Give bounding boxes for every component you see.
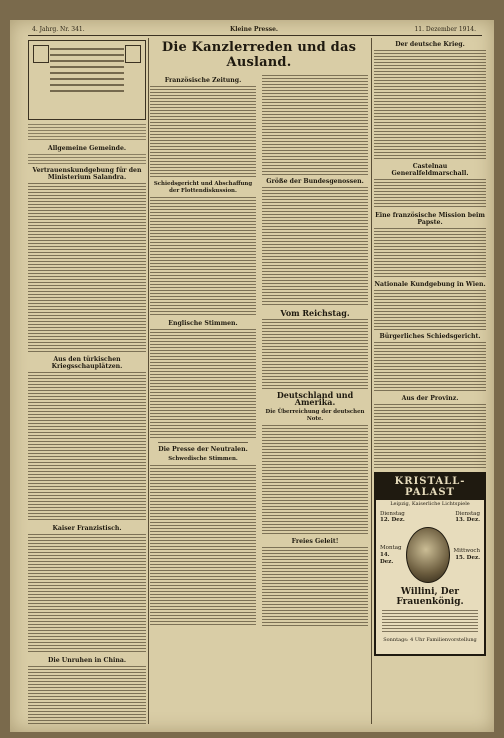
sub-heading: Schiedsgericht und Abschaffung der Flottendiskussion. — [153, 181, 253, 194]
poem-box — [28, 40, 146, 120]
ornament-left — [33, 45, 49, 63]
article-body — [28, 666, 146, 724]
sub-heading: Größe der Bundesgenossen. — [266, 178, 364, 185]
sub-heading: Deutschland und Amerika. — [276, 390, 354, 407]
article-body — [28, 534, 146, 654]
article-body — [374, 228, 486, 278]
article-body — [374, 290, 486, 330]
ad-middle — [376, 523, 484, 587]
text-block — [28, 154, 146, 164]
section-heading: Allgemeine Gemeinde. — [47, 145, 127, 152]
article-heading: Aus der Provinz. — [401, 395, 459, 402]
article-body — [374, 179, 486, 209]
date-value: 12. Dez. — [380, 517, 405, 523]
newspaper-page — [10, 20, 494, 732]
performer-name: Willini, Der Frauenkönig. — [396, 587, 464, 607]
date-day: Dienstag — [455, 511, 480, 517]
column-right — [374, 38, 486, 724]
performer-portrait — [406, 527, 450, 583]
masthead-title: Kleine Presse. — [230, 26, 279, 33]
sub-heading: Schwedische Stimmen. — [168, 456, 238, 462]
sub-heading: Französische Zeitung. — [164, 77, 242, 84]
ornament-right — [125, 45, 141, 63]
header-rule — [28, 35, 482, 36]
ad-subtitle: Leipzig, Kaiserliche Lichtspiele — [390, 501, 470, 507]
article-heading: Eine französische Mission beim Papste. — [375, 212, 485, 226]
article-body — [150, 465, 256, 625]
center-subcol-left — [150, 74, 256, 628]
article-body — [374, 342, 486, 392]
divider — [158, 442, 248, 443]
article-body — [262, 319, 368, 389]
date-value: 15. Dez. — [455, 555, 480, 561]
article-body — [150, 86, 256, 178]
ad-dates-top — [376, 507, 484, 523]
article-heading: Der deutsche Krieg. — [395, 41, 465, 48]
date-day: Mittwoch — [453, 548, 480, 554]
article-body — [374, 404, 486, 468]
article-body — [28, 183, 146, 353]
article-body — [150, 329, 256, 439]
text-block — [28, 124, 146, 142]
article-heading: Die Unruhen in China. — [48, 657, 126, 664]
article-heading: Kaiser Franzistisch. — [52, 525, 122, 532]
article-heading: Castelnau Generalfeldmarschall. — [391, 163, 469, 177]
column-divider — [371, 38, 372, 724]
issue-date: 11. Dezember 1914. — [414, 26, 476, 33]
ad-footer: Sonntags: 4 Uhr Familienvorstellung — [383, 637, 477, 643]
article-body — [28, 372, 146, 522]
article-heading: Aus den türkischen Kriegsschauplätzen. — [51, 356, 123, 370]
article-body — [374, 50, 486, 160]
article-body — [262, 187, 368, 307]
ad-text — [382, 610, 478, 634]
center-subcol-right — [262, 74, 368, 628]
article-body — [262, 547, 368, 627]
column-center — [150, 38, 368, 724]
kristall-palast-ad — [374, 472, 486, 656]
article-heading: Nationale Kundgebung in Wien. — [374, 281, 486, 288]
article-body — [262, 75, 368, 175]
article-heading: Vertrauenskundgebung für den Ministerium Salandra. — [32, 167, 142, 181]
center-two-col — [150, 74, 368, 628]
article-body — [150, 197, 256, 317]
date-value: 14. Dez. — [380, 551, 394, 565]
column-left — [28, 38, 146, 724]
date-day: Montag — [380, 544, 402, 551]
sub-heading: Die Überreichung der deutschen Note. — [265, 409, 365, 422]
sub-heading: Die Presse der Neutralen. — [158, 446, 248, 453]
main-headline: Die Kanzlerreden und das Ausland. — [161, 40, 357, 70]
sub-heading: Freies Geleit! — [291, 538, 339, 545]
article-body — [262, 425, 368, 535]
date-value: 13. Dez. — [455, 517, 480, 523]
ad-title: KRISTALL-PALAST — [376, 474, 484, 500]
date-day: Dienstag — [380, 511, 405, 517]
sub-heading: Vom Reichstag. — [280, 308, 350, 318]
article-heading: Bürgerliches Schiedsgericht. — [379, 333, 481, 340]
column-divider — [148, 38, 149, 724]
sub-heading: Englische Stimmen. — [168, 320, 238, 327]
issue-number: 4. Jahrg. Nr. 341. — [32, 26, 85, 33]
